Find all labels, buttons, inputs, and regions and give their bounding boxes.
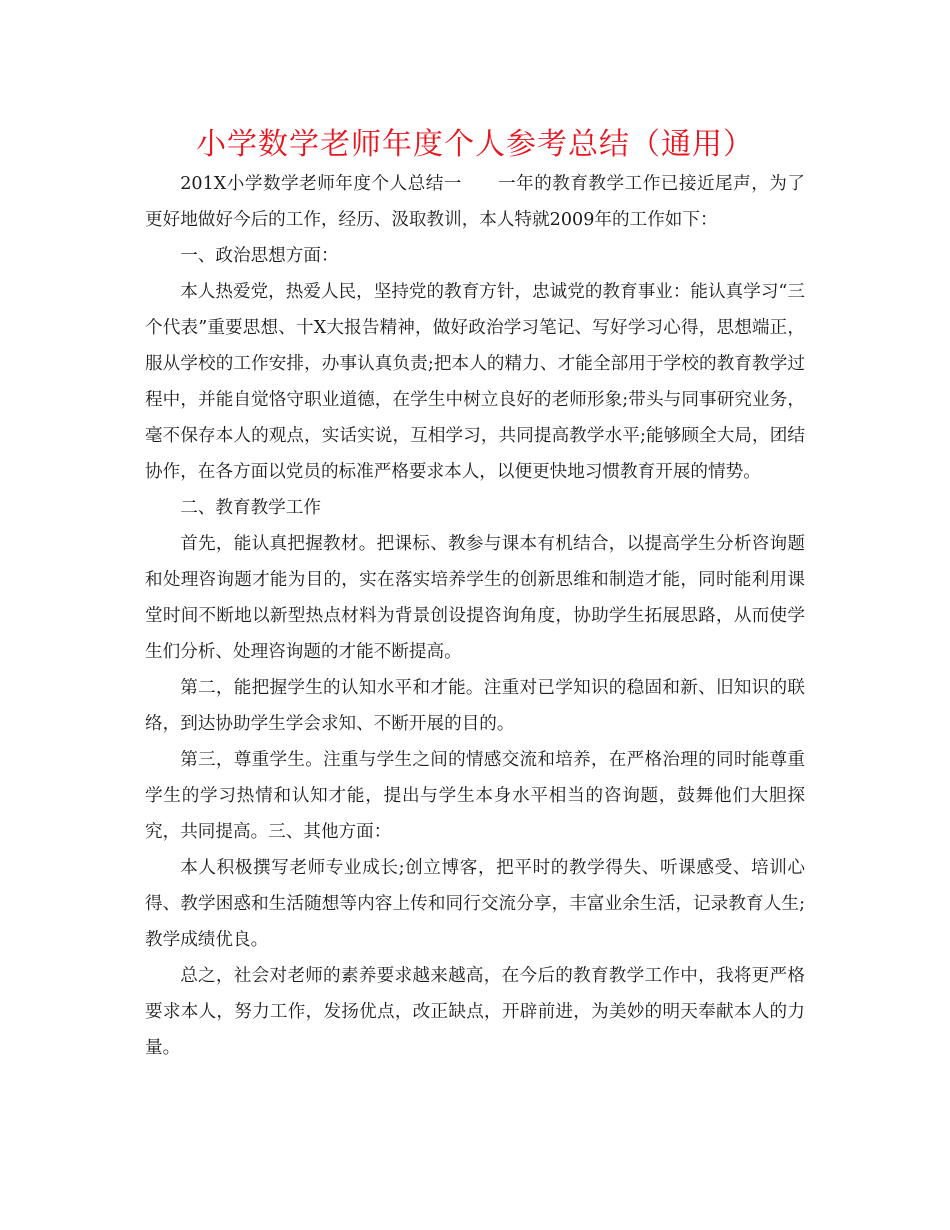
heading-political-thought: 一、政治思想方面： xyxy=(180,246,339,266)
heading-teaching-work: 二、教育教学工作 xyxy=(180,498,321,518)
paragraph-conclusion: 总之，社会对老师的素养要求越来越高，在今后的教育教学工作中，我将更严格要求本人，努力工作，发扬优点，改正缺点，开辟前进，为美妙的明天奉献本人的力量。 xyxy=(145,966,805,1058)
paragraph-third: 第三，尊重学生。注重与学生之间的情感交流和培养，在严格治理的同时能尊重学生的学习热情和认知才能，提出与学生本身水平相当的咨询题，鼓舞他们大胆探究，共同提高。三、其他方面： xyxy=(145,750,805,842)
document-title: 小学数学老师年度个人参考总结（通用） xyxy=(196,127,754,162)
document-body xyxy=(145,166,805,1066)
paragraph-intro: 201X小学数学老师年度个人总结一 一年的教育教学工作已接近尾声，为了更好地做好今后的工作，经历、汲取教训，本人特就2009年的工作如下： xyxy=(145,174,805,230)
paragraph-other: 本人积极撰写老师专业成长;创立博客，把平时的教学得失、听课感受、培训心得、教学困惑和生活随想等内容上传和同行交流分享，丰富业余生活，记录教育人生;教学成绩优良。 xyxy=(145,858,805,950)
paragraph-second: 第二，能把握学生的认知水平和才能。注重对已学知识的稳固和新、旧知识的联络，到达协助学生学会求知、不断开展的目的。 xyxy=(145,678,805,734)
paragraph-first: 首先，能认真把握教材。把课标、教参与课本有机结合，以提高学生分析咨询题和处理咨询题才能为目的，实在落实培养学生的创新思维和制造才能，同时能利用课堂时间不断地以新型热点材料为背景创设提咨询角度，协助学生拓展思路，从而使学生们分析、处理咨询题的才能不断提高。 xyxy=(145,534,805,662)
paragraph-political-thought: 本人热爱党，热爱人民，坚持党的教育方针，忠诚党的教育事业：能认真学习“三个代表”重要思想、十X大报告精神，做好政治学习笔记、写好学习心得，思想端正，服从学校的工作安排，办事认真负责;把本人的精力、才能全部用于学校的教育教学过程中，并能自觉恪守职业道德，在学生中树立良好的老师形象;带头与同事研究业务，毫不保存本人的观点，实话实说，互相学习，共同提高教学水平;能够顾全大局，团结协作，在各方面以党员的标准严格要求本人，以便更快地习惯教育开展的情势。 xyxy=(145,282,805,482)
